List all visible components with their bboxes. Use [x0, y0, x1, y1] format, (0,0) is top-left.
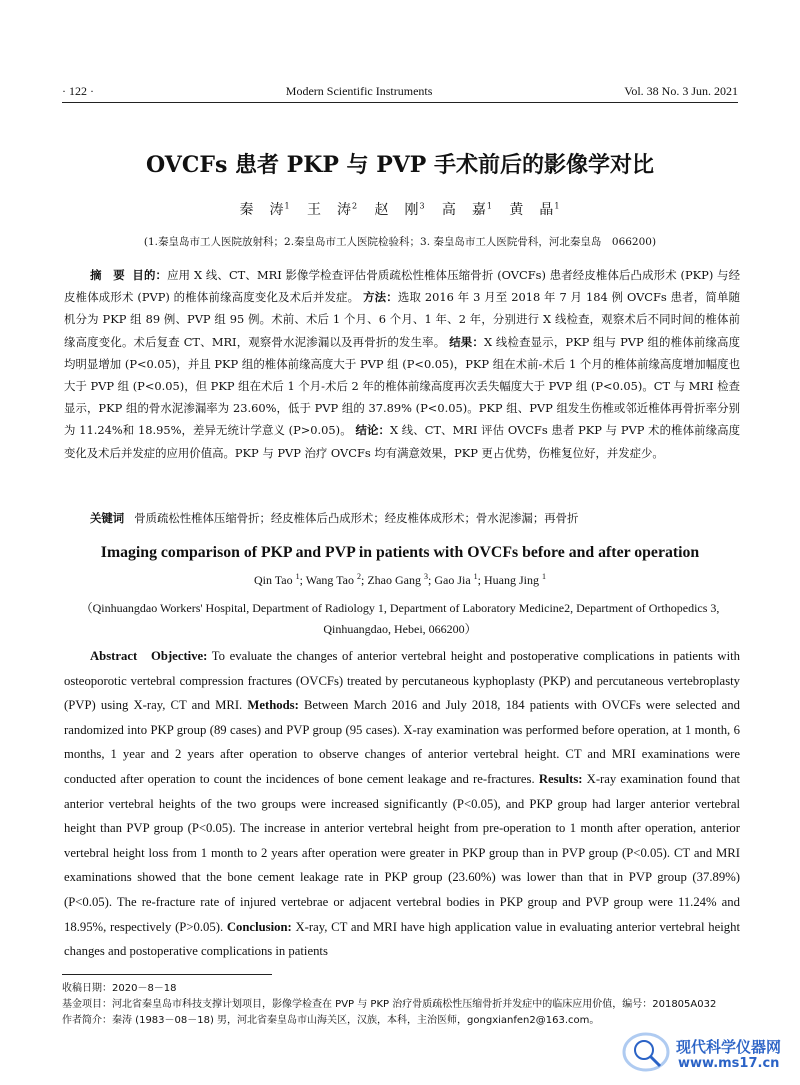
keywords-label: 关键词: [90, 511, 125, 525]
author: 黄 晶$^1$: [509, 201, 561, 218]
author-list: [0, 199, 800, 219]
author: 秦 涛$^1$: [239, 201, 291, 218]
running-header: [62, 84, 738, 100]
watermark-title: 现代科学仪器网: [676, 1038, 782, 1056]
author: 赵 刚$^3$: [374, 201, 426, 218]
received-date: 收稿日期：2020－8－18: [62, 983, 177, 994]
paper-title: OVCFs 患者 PKP 与 PVP 手术前后的影像学对比: [145, 152, 655, 178]
english-affiliation: （Qinhuangdao Workers' Hospital, Department of Radiology 1, Department of Laboratory Medicine2, Department of Orthopedics 3, Qinhuangdao, Hebei, 066200）: [80, 601, 720, 636]
abstract-label: 摘 要: [90, 268, 125, 282]
issue-info: Vol. 38 No. 3 Jun. 2021: [624, 84, 738, 98]
chinese-abstract: 摘 要 目的：应用 X 线、CT、MRI 影像学检查评估骨质疏松性椎体压缩骨折 (OVCFs) 患者经皮椎体后凸成形术 (PKP) 与经皮椎体成形术 (PVP) 的椎体前缘高度变化及术后并发症。 方法：选取 2016 年 3 月至 2018 年 7 月 184 例 OVCFs 患者，简单随机分为 PKP 组 89 例、PVP 组 95 例。术前、术后 1 个月、6 个月、1 年、2 年，分别进行 X 线检查，观察术后不同时间的椎体前缘高度变化。术后复查 CT、MRI，观察骨水泥渗漏以及再骨折的发生率。 结果：X 线检查显示，PKP 组与 PVP 组的椎体前缘高度均明显增加 (P<0.05)，并且 PKP 组的椎体前缘高度大于 PVP 组 (P<0.05)，PKP 组在术前-术后 1 个月的椎体前缘高度增加幅度也大于 PVP 组 (P<0.05)，但 PKP 组在术后 1 个月-术后 2 年的椎体前缘高度再次丢失幅度大于 PVP 组 (P<0.05)。CT 与 MRI 检查显示，PKP 组的骨水泥渗漏率为 23.60%，低于 PVP 组的 37.89% (P<0.05)。PKP 组、PVP 组发生伤椎或邻近椎体再骨折率分别为 11.24%和 18.95%，差异无统计学意义 (P>0.05)。 结论：X 线、CT、MRI 评估 OVCFs 患者 PKP 与 PVP 术的椎体前缘高度变化及术后并发症的应用价值高。PKP 与 PVP 治疗 OVCFs 均有满意效果，PKP 更占优势，伤椎复位好，并发症少。: [64, 268, 740, 460]
keywords-text: 骨质疏松性椎体压缩骨折；经皮椎体后凸成形术；经皮椎体成形术；骨水泥渗漏；再骨折: [134, 511, 579, 525]
watermark-url: www.ms17.cn: [678, 1056, 780, 1071]
journal-name: Modern Scientific Instruments: [285, 84, 433, 98]
affiliation: (1.秦皇岛市工人医院放射科；2.秦皇岛市工人医院检验科；3. 秦皇岛市工人医院骨科，河北秦皇岛 066200): [143, 236, 657, 248]
english-author-list: Qin Tao $^1$; Wang Tao $^2$; Zhao Gang $^3$; Gao Jia $^1$; Huang Jing $^1$: [253, 572, 547, 587]
author-bio: 作者简介：秦涛 (1983－08－18) 男，河北省秦皇岛市山海关区，汉族，本科，主治医师，gongxianfen2@163.com。: [62, 1015, 600, 1026]
header-rule: [62, 102, 738, 103]
author: 高 嘉$^1$: [441, 201, 493, 218]
english-abstract: Abstract Objective: To evaluate the changes of anterior vertebral height and postoperative complications in patients with osteoporotic vertebral compression fractures (OVCFs) treated by percutaneous kyphoplasty (PKP) and percutaneous vertebroplasty (PVP) using X-ray, CT and MRI. Methods: Between March 2016 and July 2018, 184 patients with OVCFs were selected and randomized into PKP group (89 cases) and PVP group (95 cases). X-ray examination was performed before operation, at 1 month, 6 months, 1 year and 2 years after operation to observe changes of anterior vertebral height. CT and MRI examinations were conducted after operation to count the incidences of bone cement leakage and re-fractures. Results: X-ray examination found that anterior vertebral heights of the two groups were increased significantly (P<0.05), and PKP group had larger anterior vertebral height than PVP group (P<0.05). The increase in anterior vertebral height from pre-operation to 1 month after operation, anterior vertebral height loss from 1 month to 2 years after operation were greater in PKP group than in PVP group (P<0.05). CT and MRI examinations showed that the bone cement leakage rate in PKP group (23.60%) was lower than that in PVP group (37.89%) (P<0.05). The re-fracture rate of injured vertebrae or adjacent vertebral bodies in PKP group and PVP group were 11.24% and 18.95%, respectively (P>0.05). Conclusion: X-ray, CT and MRI have high application value in evaluating anterior vertebral height changes and postoperative complications in patients: [64, 649, 741, 959]
footnote-rule: [62, 974, 272, 975]
author: 王 涛$^2$: [307, 201, 359, 218]
keywords: [90, 510, 740, 526]
page-number: · 122 ·: [62, 84, 94, 98]
fund-note: 基金项目：河北省秦皇岛市科技支撑计划项目，影像学检查在 PVP 与 PKP 治疗骨质疏松性压缩骨折并发症中的临床应用价值，编号：201805A032: [62, 999, 717, 1010]
english-title: Imaging comparison of PKP and PVP in patients with OVCFs before and after operation: [100, 544, 700, 561]
